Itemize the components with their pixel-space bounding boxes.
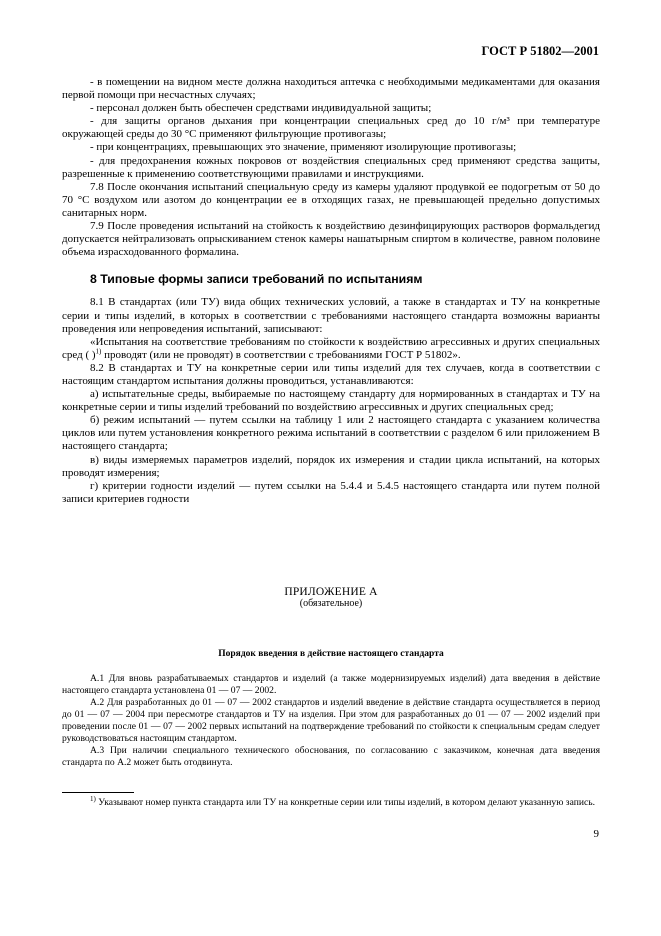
annex-title-block xyxy=(62,586,600,609)
annex-heading: Порядок введения в действие настоящего стандарта xyxy=(218,649,444,659)
paragraph-7-9: 7.9 После проведения испытаний на стойкость к воздействию дезинфицирующих растворов формальдегид допускается нейтрализовать опрыскиванием стенок камеры нашатырным спиртом в количестве, равном половине объема израсходованного формалина. xyxy=(62,220,600,259)
standard-header: ГОСТ Р 51802—2001 xyxy=(481,44,599,58)
annex-title: ПРИЛОЖЕНИЕ А xyxy=(284,586,378,598)
paragraph-8-2: 8.2 В стандартах и ТУ на конкретные серии или типы изделий для тех случаев, когда в соответствии с настоящим стандартом испытания должны проводиться, устанавливаются: xyxy=(62,361,600,387)
safety-item: - в помещении на видном месте должна находиться аптечка с необходимыми медикаментами для оказания первой помощи при несчастных случаях; xyxy=(62,76,600,102)
requirement-item: а) испытательные среды, выбираемые по настоящему стандарту для нормированных в стандартах и ТУ на конкретные серии и типы изделий требований по воздействию агрессивных и других специальных сред; xyxy=(62,388,600,414)
safety-item: - для защиты органов дыхания при концентрации специальных сред до 10 г/м³ при температуре окружающей среды до 30 °С применяют фильтрующие противогазы; xyxy=(62,115,600,141)
main-text xyxy=(62,76,600,506)
quote-part-b: проводят (или не проводят) в соответствии с требованиями ГОСТ Р 51802». xyxy=(101,348,461,361)
quote-part-a: «Испытания на соответствие требованиям по стойкости к воздействию агрессивных и других специальных сред ( ) xyxy=(62,335,600,361)
annex-paragraph: А.1 Для вновь разрабатываемых стандартов и изделий (а также модернизируемых изделий) дата введения в действие настоящего стандарта установлена 01 — 07 — 2002. xyxy=(62,673,600,696)
safety-item: - персонал должен быть обеспечен средствами индивидуальной защиты; xyxy=(90,102,432,115)
requirement-item: в) виды измеряемых параметров изделий, порядок их измерения и стадии цикла испытаний, на которых проводят измерения; xyxy=(62,453,600,479)
footnote-divider xyxy=(62,792,134,793)
requirement-item: г) критерии годности изделий — путем ссылки на 5.4.4 и 5.4.5 настоящего стандарта или путем полной записи критериев годности xyxy=(62,479,600,505)
footnote-text: Указывают номер пункта стандарта или ТУ на конкретные серии или типы изделий, в котором делают указанную запись. xyxy=(95,797,596,808)
annex-subtitle: (обязательное) xyxy=(299,598,363,609)
safety-item: - при концентрациях, превышающих это значение, применяют изолирующие противогазы; xyxy=(90,141,517,154)
quote-paragraph xyxy=(62,336,600,362)
footnote xyxy=(62,794,600,809)
annex-body xyxy=(62,673,600,769)
footnote-ref: 1) xyxy=(95,347,102,356)
paragraph-7-8: 7.8 После окончания испытаний специальную среду из камеры удаляют продувкой ее подогретым от 50 до 70 °С воздухом или азотом до концентрации ее в отходящих газах, не превышающей предельно допустимых санитарных норм. xyxy=(62,180,600,219)
annex-paragraph: А.3 При наличии специального технического обоснования, по согласованию с заказчиком, конечная дата введения стандарта по А.2 может быть отодвинута. xyxy=(62,745,600,768)
safety-item: - для предохранения кожных покровов от воздействия специальных сред применяют средства защиты, разрешенные к применению соответствующими правилами и инструкциями. xyxy=(62,154,600,180)
paragraph-8-1: 8.1 В стандартах (или ТУ) вида общих технических условий, а также в стандартах и ТУ на конкретные серии и типы изделий, в которых в соответствии с требованиями настоящего стандарта возможны варианты проведения или непроведения испытаний, записывают: xyxy=(62,296,600,335)
annex-paragraph: А.2 Для разработанных до 01 — 07 — 2002 стандартов и изделий введение в действие стандарта осуществляется в период до 01 — 07 — 2004 при пересмотре стандартов и ТУ на изделия. При этом для разработанных до 01 — 07 — 2002 изделий при проведении после 01 — 07 — 2002 первых испытаний на подтверждение требований по стойкости к специальным средам следует руководствоваться настоящим стандартом. xyxy=(62,697,600,744)
requirement-item: б) режим испытаний — путем ссылки на таблицу 1 или 2 настоящего стандарта с указанием количества циклов или путем установления конкретного режима испытаний в соответствии с разделом 6 или приложением В настоящего стандарта; xyxy=(62,414,600,453)
footnote-marker: 1) xyxy=(90,794,96,803)
section-8-title: 8 Типовые формы записи требований по испытаниям xyxy=(90,272,423,287)
page-number: 9 xyxy=(593,828,599,840)
